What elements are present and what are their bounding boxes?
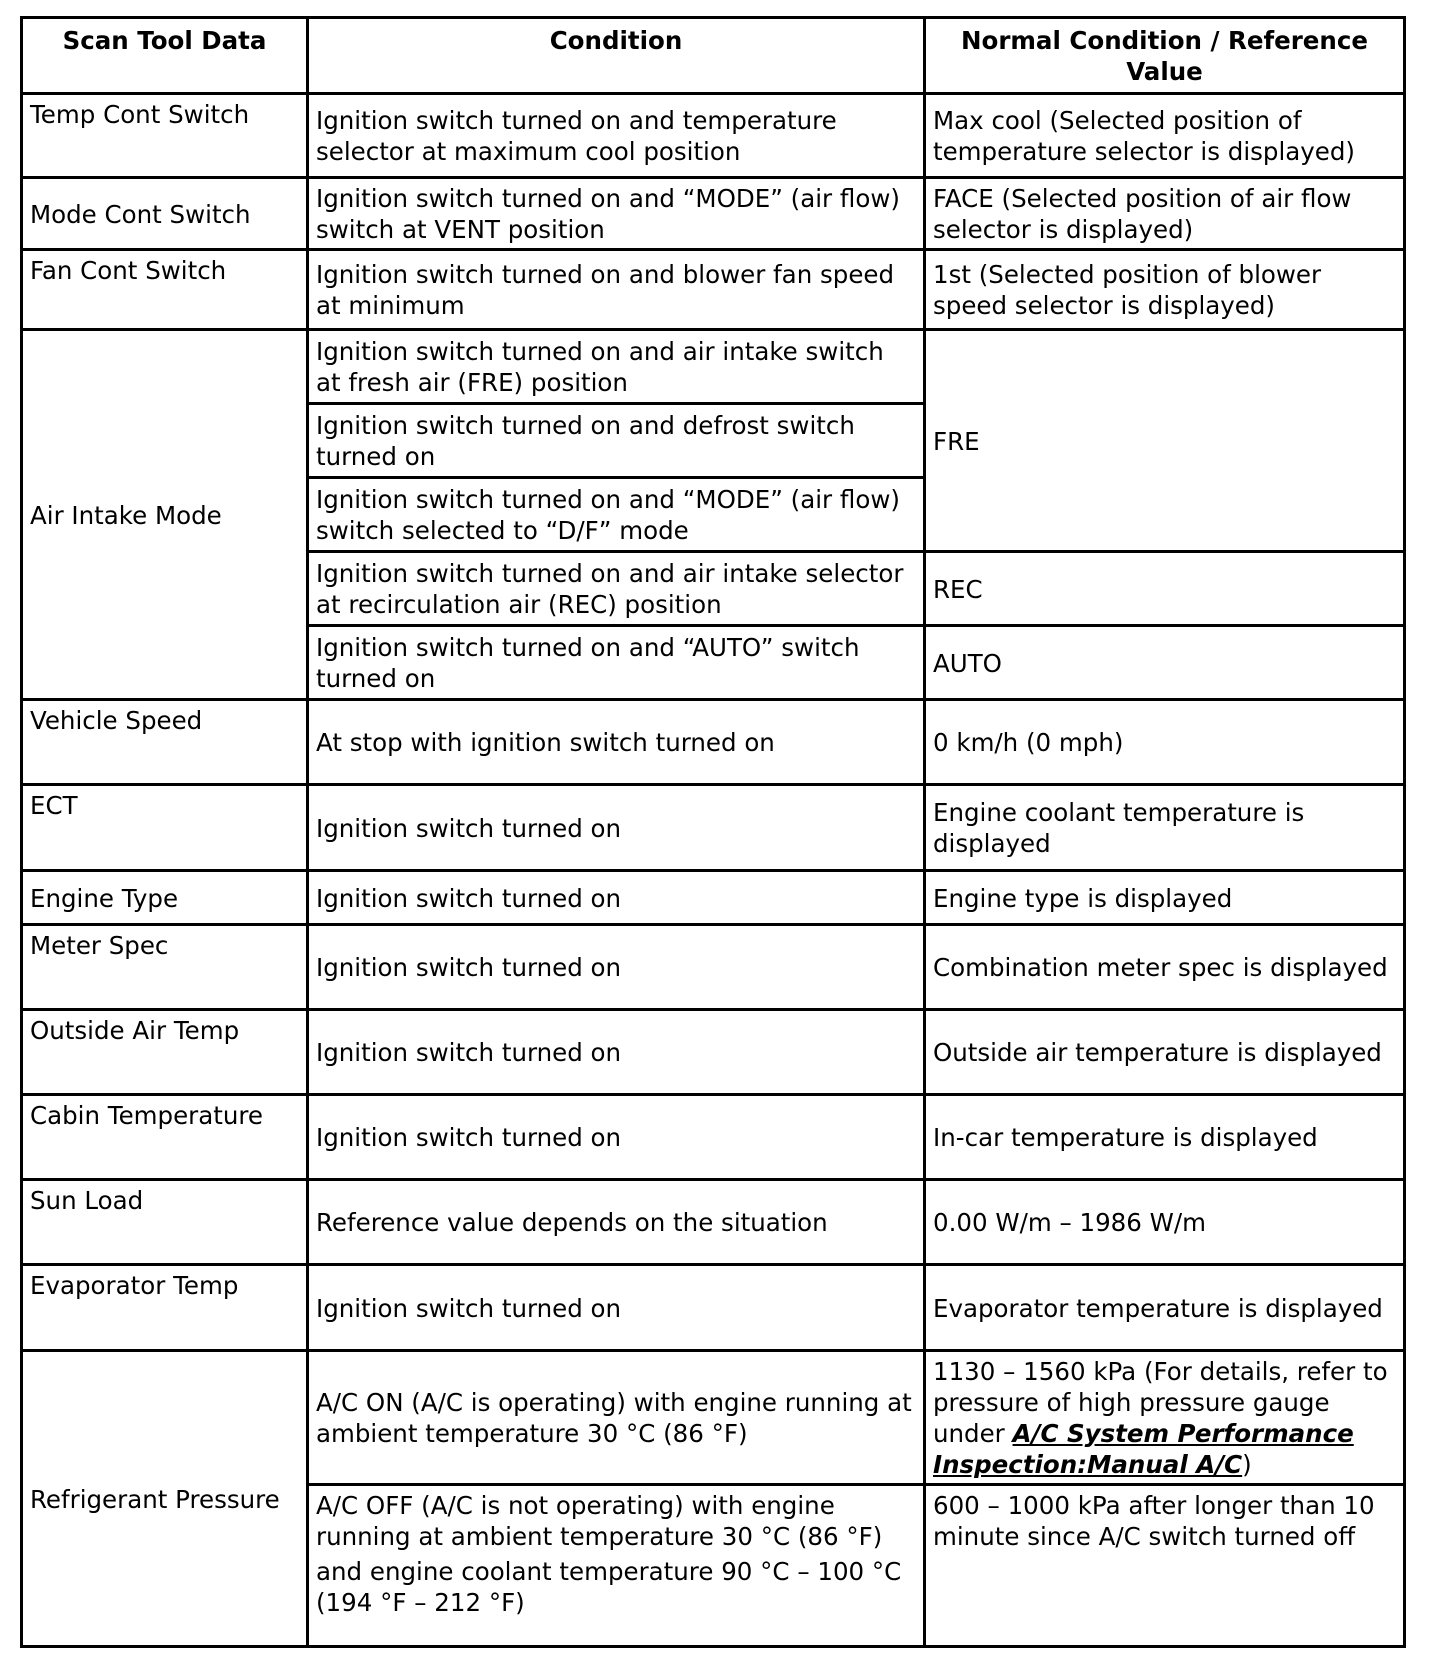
condition-text: and engine coolant temperature 90 °C – 100 °C (194 °F – 212 °F) [316, 1557, 902, 1617]
table-row [22, 94, 1405, 178]
value-cell: Engine type is displayed [925, 871, 1405, 925]
table-row [22, 785, 1405, 871]
value-cell: 0 km/h (0 mph) [925, 700, 1405, 785]
table-row [22, 1180, 1405, 1265]
item-cell: Temp Cont Switch [22, 94, 308, 178]
header-reference-value: Normal Condition / Reference Value [925, 18, 1405, 94]
table-row [22, 330, 1405, 404]
item-cell: Fan Cont Switch [22, 250, 308, 330]
item-cell: Meter Spec [22, 925, 308, 1010]
header-condition: Condition [308, 18, 925, 94]
item-cell: Mode Cont Switch [22, 178, 308, 250]
condition-cell [308, 1485, 925, 1647]
header-scan-tool-data: Scan Tool Data [22, 18, 308, 94]
condition-cell: Ignition switch turned on and “MODE” (air flow) switch at VENT position [308, 178, 925, 250]
condition-cell: Ignition switch turned on [308, 1265, 925, 1351]
table-row [22, 700, 1405, 785]
item-cell: ECT [22, 785, 308, 871]
table-row [22, 178, 1405, 250]
table-row [22, 1095, 1405, 1180]
value-cell: 1st (Selected position of blower speed selector is displayed) [925, 250, 1405, 330]
item-cell: Outside Air Temp [22, 1010, 308, 1095]
item-cell: Evaporator Temp [22, 1265, 308, 1351]
value-cell: Max cool (Selected position of temperature selector is displayed) [925, 94, 1405, 178]
condition-cell: Ignition switch turned on and blower fan speed at minimum [308, 250, 925, 330]
value-cell: Engine coolant temperature is displayed [925, 785, 1405, 871]
value-cell [925, 1351, 1405, 1485]
value-cell: FRE [925, 330, 1405, 552]
condition-cell: Ignition switch turned on [308, 1010, 925, 1095]
header-row [22, 18, 1405, 94]
condition-cell: Ignition switch turned on [308, 871, 925, 925]
item-cell: Air Intake Mode [22, 330, 308, 700]
item-cell: Sun Load [22, 1180, 308, 1265]
value-cell: Evaporator temperature is displayed [925, 1265, 1405, 1351]
value-cell: AUTO [925, 626, 1405, 700]
value-cell: 600 – 1000 kPa after longer than 10 minute since A/C switch turned off [925, 1485, 1405, 1647]
condition-cell: Reference value depends on the situation [308, 1180, 925, 1265]
condition-text: A/C OFF (A/C is not operating) with engine running at ambient temperature 30 °C (86 °F) [316, 1491, 883, 1551]
value-text: 1130 – 1560 kPa (For details, refer to pressure of high pressure gauge under [933, 1357, 1388, 1448]
condition-cell: A/C ON (A/C is operating) with engine running at ambient temperature 30 °C (86 °F) [308, 1351, 925, 1485]
condition-cell: Ignition switch turned on and air intake selector at recirculation air (REC) position [308, 552, 925, 626]
condition-cell: Ignition switch turned on [308, 785, 925, 871]
table-row [22, 1351, 1405, 1485]
condition-cell: Ignition switch turned on and temperature selector at maximum cool position [308, 94, 925, 178]
value-cell: 0.00 W/m – 1986 W/m [925, 1180, 1405, 1265]
table-row [22, 871, 1405, 925]
value-text-suffix: ) [1242, 1450, 1252, 1479]
condition-cell: Ignition switch turned on and “AUTO” switch turned on [308, 626, 925, 700]
table-row [22, 925, 1405, 1010]
value-cell: Combination meter spec is displayed [925, 925, 1405, 1010]
condition-cell: Ignition switch turned on and “MODE” (air flow) switch selected to “D/F” mode [308, 478, 925, 552]
item-cell: Refrigerant Pressure [22, 1351, 308, 1647]
value-cell: In-car temperature is displayed [925, 1095, 1405, 1180]
condition-cell: Ignition switch turned on [308, 1095, 925, 1180]
value-cell: REC [925, 552, 1405, 626]
scan-tool-data-table [20, 16, 1406, 1648]
condition-cell: At stop with ignition switch turned on [308, 700, 925, 785]
condition-cell: Ignition switch turned on and air intake switch at fresh air (FRE) position [308, 330, 925, 404]
table-row [22, 250, 1405, 330]
table-row [22, 1010, 1405, 1095]
value-cell: FACE (Selected position of air flow selector is displayed) [925, 178, 1405, 250]
item-cell: Vehicle Speed [22, 700, 308, 785]
item-cell: Engine Type [22, 871, 308, 925]
condition-cell: Ignition switch turned on [308, 925, 925, 1010]
condition-cell: Ignition switch turned on and defrost switch turned on [308, 404, 925, 478]
item-cell: Cabin Temperature [22, 1095, 308, 1180]
performance-inspection-link[interactable]: A/C System Performance Inspection:Manual A/C [933, 1419, 1354, 1479]
value-cell: Outside air temperature is displayed [925, 1010, 1405, 1095]
table-row [22, 1265, 1405, 1351]
